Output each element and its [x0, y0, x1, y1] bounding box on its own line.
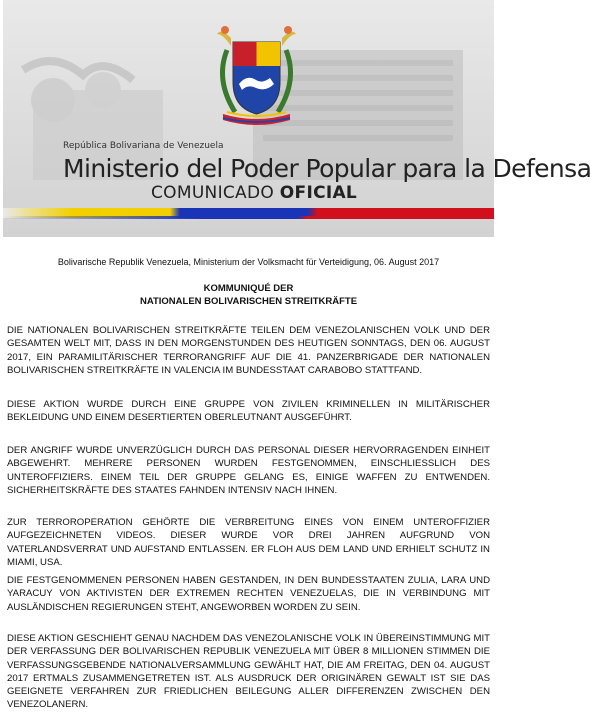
government-line: República Bolivariana de Venezuela [63, 141, 224, 151]
title-line-1: KOMMUNIQUÉ DER [203, 283, 294, 294]
document-subtitle: Bolivarische Republik Venezuela, Ministerium der Volksmacht für Verteidigung, 06. August 2017 [57, 257, 440, 267]
oficial-word: OFICIAL [279, 183, 358, 203]
communicado-word: COMUNICADO [151, 183, 280, 203]
venezuela-coat-of-arms-icon [209, 20, 304, 128]
title-line-2: NATIONALEN BOLIVARISCHEN STREITKRÄFTE [139, 296, 358, 307]
paragraph-4: ZUR TERROROPERATION GEHÖRTE DIE VERBREITUNG EINES VON EINEM UNTEROFFIZIER AUFGEZEICHNETEN VIDEOS. DIESER WURDE VOR DREI JAHREN AUFGRUND VON VATERLANDSVERRAT UND AUFSTAND ENTLASSEN. ER FLOH AUS DEM LAND UND ERHIELT SCHUTZ IN MIAMI, USA. [7, 517, 490, 568]
flag-color-underline [3, 216, 494, 219]
document-title [0, 282, 497, 308]
paragraph-5: DIE FESTGENOMMENEN PERSONEN HABEN GESTANDEN, IN DEN BUNDESSTAATEN ZULIA, LARA UND YARACUY VON AKTIVISTEN DER EXTREMEN RECHTEN VENEZUELAS, DIE IN VERBINDUNG MIT AUSLÄNDISCHEN REGIERUNGEN STEHT, ANGEWORBEN WORDEN ZU SEIN. [7, 575, 490, 613]
paragraph-6: DIESE AKTION GESCHIEHT GENAU NACHDEM DAS VENEZOLANISCHE VOLK IN ÜBEREINSTIMMUNG MIT DER VERFASSUNG DER BOLIVARISCHEN REPUBLIK VENEZUELA MIT ÜBER 8 MILLIONEN STIMMEN DIE VERFASSUNGSGEBENDE NATIONALVERSAMMLUNG GEWÄHLT HAT, DIE AM FREITAG, DEN 04. AUGUST 2017 ERTMALS ZUSAMMENGETRETEN IST. ALS AUSDRUCK DER ORIGINÄREN GEWALT IST SIE DAS GEEIGNETE VERFAHREN ZUR FRIEDLICHEN BEILEGUNG ALLER DIFFERENZEN ZWISCHEN DEN VENEZOLANERN. [7, 633, 490, 711]
paragraph-3: DER ANGRIFF WURDE UNVERZÜGLICH DURCH DAS PERSONAL DIESER HERVORRAGENDEN EINHEIT ABGEWEHRT. MEHRERE PERSONEN WURDEN FESTGENOMMEN, EINSCHLIESSLICH DES UNTEROFFIZIERS. EINEM TEIL DER GRUPPE GELANG ES, EINIGE WAFFEN ZU ENTWENDEN. SICHERHEITSKRÄFTE DES STAATES FAHNDEN INTENSIV NACH IHNEN. [7, 445, 490, 496]
communicado-oficial-heading [151, 183, 481, 203]
paragraph-1: DIE NATIONALEN BOLIVARISCHEN STREITKRÄFTE TEILEN DEM VENEZOLANISCHEN VOLK UND DER GESAMTEN WELT MIT, DASS IN DEN MORGENSTUNDEN DES HEUTIGEN SONNTAGS, DEN 06. AUGUST 2017, EIN PARAMILITÄRISCHER TERRORANGRIFF AUF DIE 41. PANZERBRIGADE DER NATIONALEN BOLIVARISCHEN STREITKRÄFTE IN VALENCIA IM BUNDESSTAAT CARABOBO STATTFAND. [7, 325, 490, 376]
paragraph-2: DIESE AKTION WURDE DURCH EINE GRUPPE VON ZIVILEN KRIMINELLEN IN MILITÄRISCHER BEKLEIDUNG UND EINEM DESERTIERTEN OBERLEUTNANT AUSGEFÜHRT. [7, 399, 490, 424]
ministry-name: Ministerio del Poder Popular para la Defensa [63, 154, 591, 183]
header-banner [3, 0, 591, 237]
